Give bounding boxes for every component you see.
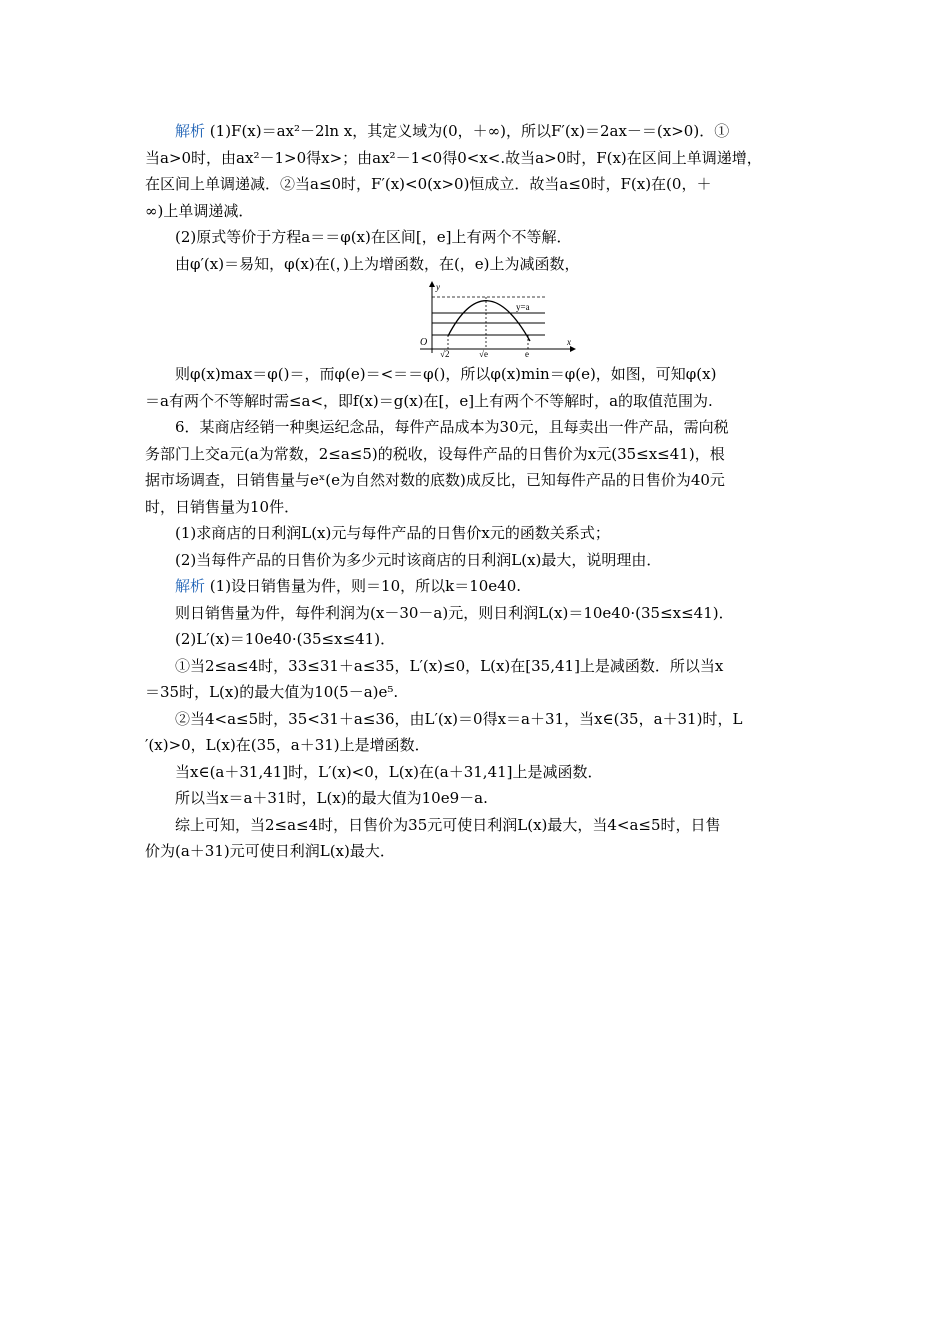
- curve-label: y=a: [516, 302, 530, 312]
- text-line: 解析 (1)设日销售量为件，则＝10，所以k＝10e40.: [175, 577, 522, 595]
- text-line: ＝35时，L(x)的最大值为10(5－a)e⁵.: [145, 683, 399, 701]
- text-line: (2)L′(x)＝10e40·(35≤x≤41)．: [175, 630, 396, 648]
- text-line: 解析 (1)F(x)＝ax²－2ln x，其定义域为(0，＋∞)，所以F′(x)＝2ax－＝(x>0)．①: [175, 122, 730, 140]
- text-line: ′(x)>0，L(x)在(35，a＋31)上是增函数．: [145, 736, 430, 754]
- text-line: 据市场调查，日销售量与eˣ(e为自然对数的底数)成反比，已知每件产品的日售价为40元: [145, 471, 725, 489]
- y-axis-arrow: [429, 281, 435, 287]
- document-body: [145, 118, 807, 865]
- text-line: ①当2≤a≤4时，33≤31＋a≤35，L′(x)≤0，L(x)在[35,41]上是减函数．所以当x: [175, 656, 724, 675]
- tick-label: √e: [479, 349, 488, 357]
- analysis-keyword: 解析: [175, 577, 206, 595]
- text-line: ②当4<a≤5时，35<31＋a≤36，由L′(x)＝0得x＝a＋31，当x∈(35，a＋31)时，L: [175, 709, 743, 728]
- text-line: 务部门上交a元(a为常数，2≤a≤5)的税收，设每件产品的日售价为x元(35≤x≤41)，根: [145, 444, 725, 463]
- text-line: 时，日销售量为10件．: [145, 497, 300, 516]
- text-line: (2)当每件产品的日售价为多少元时该商店的日利润L(x)最大，说明理由．: [175, 550, 662, 569]
- text-line: 由φ′(x)＝易知，φ(x)在(，)上为增函数，在(，e)上为减函数，: [175, 254, 580, 273]
- tick-label: √2: [440, 349, 450, 357]
- origin-label: O: [420, 337, 428, 348]
- text-line: 当x∈(a＋31,41]时，L′(x)<0，L(x)在(a＋31,41]上是减函数．: [175, 762, 603, 781]
- text-line: ∞)上单调递减．: [145, 201, 254, 220]
- text-line: (1)求商店的日利润L(x)元与每件产品的日售价x元的函数关系式；: [175, 524, 610, 542]
- tick-label: e: [525, 349, 529, 357]
- text-line: 当a>0时，由ax²－1>0得x>；由ax²－1<0得0<x<.故当a>0时，F(x)在区间上单调递增，: [145, 148, 762, 167]
- text-line: 价为(a＋31)元可使日利润L(x)最大．: [145, 842, 395, 860]
- problem-6-line: 6．某商店经销一种奥运纪念品，每件产品成本为30元，且每卖出一件产品，需向税: [175, 418, 729, 436]
- text-line: (2)原式等价于方程a＝＝φ(x)在区间[，e]上有两个不等解．: [175, 228, 572, 246]
- x-axis-label: x: [567, 337, 571, 347]
- y-axis-label: y: [436, 282, 440, 292]
- text-line: 在区间上单调递减．②当a≤0时，F′(x)<0(x>0)恒成立．故当a≤0时，F(x)在(0，＋: [145, 175, 712, 193]
- text-line: 则φ(x)max＝φ()＝，而φ(e)＝<＝＝φ()，所以φ(x)min＝φ(e)，如图，可知φ(x): [175, 365, 717, 383]
- text-line: 则日销售量为件，每件利润为(x－30－a)元，则日利润L(x)＝10e40·(35≤x≤41)．: [175, 603, 734, 622]
- analysis-keyword: 解析: [175, 122, 206, 140]
- graph-svg: [410, 279, 580, 357]
- text-line: 所以当x＝a＋31时，L(x)的最大值为10e9－a.: [175, 789, 488, 807]
- function-graph-figure: [145, 279, 807, 357]
- text-line: 综上可知，当2≤a≤4时，日售价为35元可使日利润L(x)最大，当4<a≤5时，日售: [175, 815, 721, 834]
- text-line: ＝a有两个不等解时需≤a<，即f(x)＝g(x)在[，e]上有两个不等解时，a的取值范围为.: [145, 391, 713, 410]
